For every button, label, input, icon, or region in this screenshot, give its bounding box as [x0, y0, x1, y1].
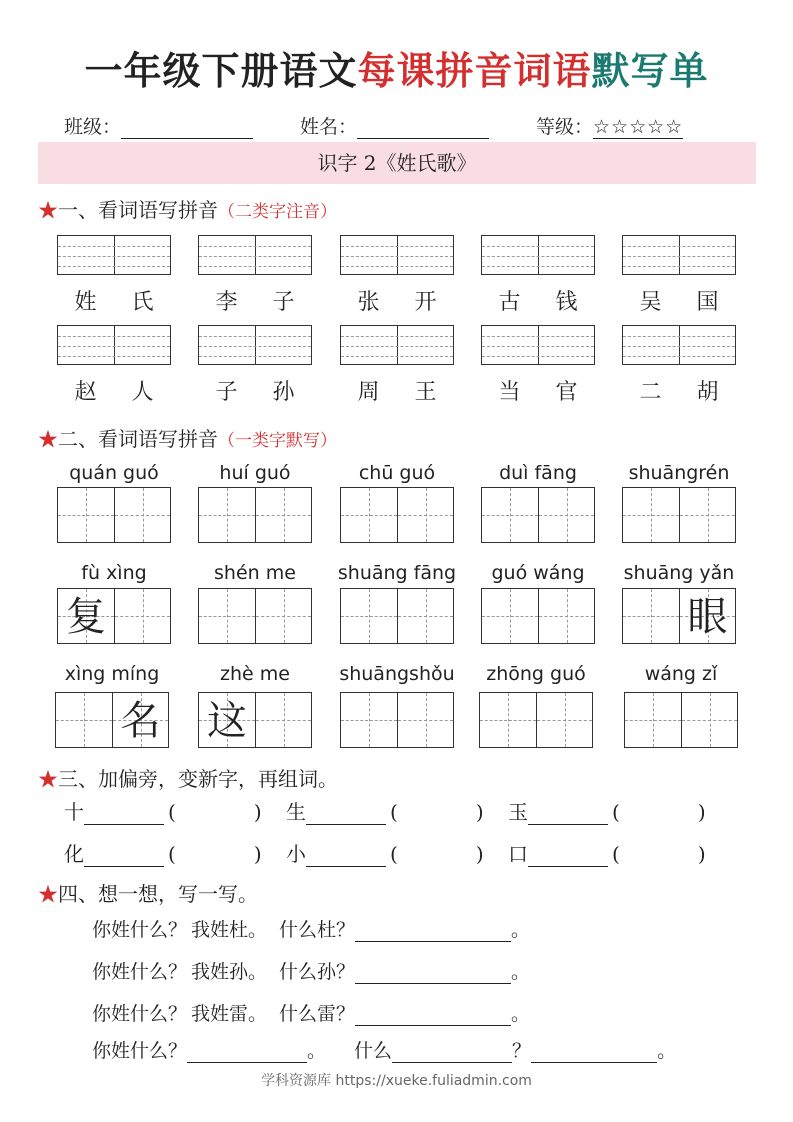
pinyin-box[interactable]: [198, 235, 312, 275]
tianzige-grid[interactable]: [198, 588, 312, 644]
lesson-banner: 识字 2《姓氏歌》: [38, 142, 756, 184]
given-character: 这: [207, 698, 247, 744]
tianzige-grid[interactable]: [340, 588, 454, 644]
pinyin-box[interactable]: [481, 235, 595, 275]
period: 。: [657, 1040, 677, 1062]
pinyin-guide-line: [623, 246, 735, 247]
pinyin-label: quán guó: [69, 462, 159, 484]
pinyin-box[interactable]: [340, 325, 454, 365]
section3-title: 三、加偏旁，变新字，再组词。: [58, 767, 338, 791]
tianzige-cell[interactable]: [114, 488, 170, 542]
answer-blank[interactable]: [355, 1005, 511, 1026]
page-title: [0, 40, 793, 95]
pinyin-box-divider: [538, 326, 539, 364]
tianzige-cell[interactable]: [538, 488, 594, 542]
pinyin-guide-line: [341, 246, 453, 247]
pinyin-guide-line: [199, 266, 311, 267]
pinyin-guide-line: [58, 346, 170, 347]
tianzige-grid[interactable]: [57, 487, 171, 543]
new-character-blank[interactable]: [84, 846, 164, 867]
word-characters: [340, 285, 454, 316]
word-characters: [481, 375, 595, 406]
paren-left: (: [612, 842, 620, 866]
word-character: 赵: [74, 380, 97, 405]
base-character: 玉: [508, 800, 528, 824]
paren-right: ): [253, 800, 262, 824]
tianzige-grid[interactable]: [481, 487, 595, 543]
word-character: 古: [498, 290, 521, 315]
pinyin-box-divider: [114, 236, 115, 274]
word-characters: [340, 375, 454, 406]
paren-right: ): [475, 800, 484, 824]
class-label: 班级：: [64, 116, 122, 138]
pinyin-guide-line: [623, 266, 735, 267]
given-character: 眼: [687, 594, 728, 640]
dialogue-line: [92, 957, 530, 984]
pinyin-guide-line: [341, 336, 453, 337]
pinyin-guide-line: [482, 336, 594, 337]
given-character: 名: [120, 698, 161, 744]
question-text: 你姓什么？: [92, 961, 188, 983]
question-text: 你姓什么？: [92, 919, 188, 941]
section2-title: 二、看词语写拼音: [58, 427, 218, 451]
pinyin-guide-line: [623, 336, 735, 337]
tianzige-cell[interactable]: [482, 488, 538, 542]
tianzige-grid[interactable]: [481, 588, 595, 644]
tianzige-cell[interactable]: [58, 488, 114, 542]
pinyin-label: zhè me: [220, 663, 290, 685]
pinyin-guide-line: [482, 346, 594, 347]
followup-text: 什么: [354, 1040, 393, 1062]
tianzige-cell[interactable]: [625, 693, 681, 747]
radical-item: [64, 838, 262, 867]
pinyin-box[interactable]: [57, 325, 171, 365]
word-character: 姓: [74, 290, 97, 315]
pinyin-guide-line: [482, 266, 594, 267]
tianzige-cell[interactable]: [341, 589, 397, 643]
pinyin-box[interactable]: [622, 325, 736, 365]
new-character-blank[interactable]: [528, 804, 608, 825]
tianzige-grid[interactable]: [622, 588, 736, 644]
word-character: 吴: [639, 290, 662, 315]
pinyin-label: shuāngrén: [628, 462, 730, 484]
pinyin-guide-line: [341, 356, 453, 357]
star-icon: ★: [38, 198, 58, 222]
tianzige-cell[interactable]: [56, 693, 112, 747]
pinyin-guide-line: [341, 266, 453, 267]
pinyin-guide-line: [199, 246, 311, 247]
word-characters: [57, 285, 171, 316]
word-character: 孙: [272, 380, 295, 405]
tianzige-cell[interactable]: [538, 589, 594, 643]
base-character: 生: [286, 800, 306, 824]
word-character: 子: [272, 290, 295, 315]
section4-heading: [38, 878, 258, 907]
word-character: 周: [357, 380, 380, 405]
grade-label: 等级：: [536, 116, 594, 138]
question-mark: ？: [512, 1040, 532, 1062]
tianzige-cell[interactable]: [536, 693, 592, 747]
tianzige-grid[interactable]: [57, 588, 171, 644]
pinyin-guide-line: [58, 256, 170, 257]
pinyin-guide-line: [482, 246, 594, 247]
word-character: 官: [555, 380, 578, 405]
radical-item: [508, 796, 706, 825]
section1-note: （二类字注音）: [218, 202, 337, 222]
pinyin-guide-line: [482, 256, 594, 257]
tianzige-cell[interactable]: [255, 488, 311, 542]
word-characters: [622, 285, 736, 316]
word-characters: [622, 375, 736, 406]
base-character: 化: [64, 842, 84, 866]
paren-left: (: [390, 800, 398, 824]
pinyin-box[interactable]: [198, 325, 312, 365]
pinyin-guide-line: [623, 346, 735, 347]
title-part1: 一年级下册语文: [84, 49, 358, 93]
name-field: [300, 112, 489, 139]
pinyin-guide-line: [58, 266, 170, 267]
word-character: 王: [414, 380, 437, 405]
pinyin-box-divider: [679, 326, 680, 364]
tianzige-grid[interactable]: [198, 692, 312, 748]
section3-heading: [38, 763, 338, 792]
pinyin-guide-line: [58, 246, 170, 247]
tianzige-grid[interactable]: [340, 692, 454, 748]
paren-left: (: [390, 842, 398, 866]
pinyin-box[interactable]: [622, 235, 736, 275]
pinyin-guide-line: [341, 346, 453, 347]
pinyin-box-divider: [114, 326, 115, 364]
star-icon: ★: [38, 882, 58, 906]
radical-item: [286, 838, 484, 867]
pinyin-box[interactable]: [340, 235, 454, 275]
word-character: 氏: [131, 290, 154, 315]
word-characters: [481, 285, 595, 316]
tianzige-cell[interactable]: [397, 693, 453, 747]
tianzige-cell[interactable]: [199, 693, 255, 747]
pinyin-label: chū guó: [358, 462, 436, 484]
tianzige-cell[interactable]: [255, 589, 311, 643]
period: 。: [511, 1003, 531, 1025]
answer-text: 我姓孙。: [191, 961, 268, 983]
tianzige-cell[interactable]: [199, 488, 255, 542]
pinyin-label: duì fāng: [499, 462, 577, 484]
word-characters: [198, 375, 312, 406]
tianzige-grid[interactable]: [340, 487, 454, 543]
name-blank[interactable]: [357, 118, 489, 139]
followup-text: 什么孙？: [279, 961, 356, 983]
word-character: 李: [215, 290, 238, 315]
word-character: 人: [131, 380, 154, 405]
tianzige-grid[interactable]: [479, 692, 593, 748]
new-character-blank[interactable]: [84, 804, 164, 825]
pinyin-guide-line: [199, 256, 311, 257]
pinyin-guide-line: [623, 256, 735, 257]
tianzige-cell[interactable]: [114, 589, 170, 643]
pinyin-label: huí guó: [219, 462, 291, 484]
dialogue-line: [92, 999, 530, 1026]
pinyin-label: zhōng guó: [486, 663, 586, 685]
paren-right: ): [475, 842, 484, 866]
word-character: 二: [639, 380, 662, 405]
word-characters: [57, 375, 171, 406]
answer-blank[interactable]: [355, 921, 511, 942]
pinyin-box-divider: [397, 326, 398, 364]
paren-right: ): [253, 842, 262, 866]
title-part2: 每课拼音词语: [357, 49, 592, 93]
class-blank[interactable]: [121, 118, 253, 139]
section1-heading: [38, 194, 337, 223]
followup-text: 什么杜？: [279, 919, 356, 941]
tianzige-grid[interactable]: [624, 692, 738, 748]
word-character: 国: [696, 290, 719, 315]
pinyin-box-divider: [679, 236, 680, 274]
radical-item: [286, 796, 484, 825]
radical-item: [508, 838, 706, 867]
pinyin-label: shuāng fāng: [337, 562, 457, 584]
question-text: 你姓什么？: [92, 1003, 188, 1025]
tianzige-cell[interactable]: [341, 488, 397, 542]
pinyin-box-divider: [255, 326, 256, 364]
answer-blank[interactable]: [531, 1042, 657, 1063]
base-character: 小: [286, 842, 306, 866]
pinyin-guide-line: [341, 256, 453, 257]
tianzige-cell[interactable]: [480, 693, 536, 747]
pinyin-box-divider: [538, 236, 539, 274]
given-character: 复: [66, 594, 106, 640]
pinyin-label: xìng míng: [64, 663, 160, 685]
tianzige-cell[interactable]: [199, 589, 255, 643]
paren-left: (: [168, 842, 176, 866]
tianzige-cell[interactable]: [681, 693, 737, 747]
pinyin-guide-line: [623, 356, 735, 357]
new-character-blank[interactable]: [528, 846, 608, 867]
tianzige-cell[interactable]: [58, 589, 114, 643]
tianzige-cell[interactable]: [397, 589, 453, 643]
base-character: 口: [508, 842, 528, 866]
answer-blank[interactable]: [392, 1042, 512, 1063]
pinyin-guide-line: [482, 356, 594, 357]
section2-heading: [38, 423, 337, 452]
pinyin-guide-line: [58, 356, 170, 357]
star-icon: ★: [38, 767, 58, 791]
footer-source: 学科资源库 https://xueke.fuliadmin.com: [261, 1073, 532, 1089]
tianzige-cell[interactable]: [623, 589, 679, 643]
pinyin-guide-line: [58, 336, 170, 337]
period: 。: [511, 919, 531, 941]
section1-title: 一、看词语写拼音: [58, 198, 218, 222]
followup-text: 什么雷？: [279, 1003, 356, 1025]
section2-note: （一类字默写）: [218, 431, 337, 451]
tianzige-grid[interactable]: [198, 487, 312, 543]
pinyin-guide-line: [199, 346, 311, 347]
period: 。: [511, 961, 531, 983]
pinyin-box[interactable]: [481, 325, 595, 365]
tianzige-grid[interactable]: [622, 487, 736, 543]
tianzige-cell[interactable]: [679, 488, 735, 542]
radical-item: [64, 796, 262, 825]
tianzige-cell[interactable]: [623, 488, 679, 542]
tianzige-cell[interactable]: [255, 693, 311, 747]
answer-blank[interactable]: [355, 963, 511, 984]
answer-text: 我姓雷。: [191, 1003, 268, 1025]
word-character: 张: [357, 290, 380, 315]
tianzige-cell[interactable]: [482, 589, 538, 643]
answer-text: 我姓杜。: [191, 919, 268, 941]
paren-left: (: [612, 800, 620, 824]
pinyin-label: shuāng yǎn: [623, 562, 735, 584]
paren-right: ): [697, 842, 706, 866]
pinyin-label: guó wáng: [491, 562, 585, 584]
word-character: 子: [215, 380, 238, 405]
word-characters: [198, 285, 312, 316]
grade-field: [536, 112, 683, 139]
question-text: 你姓什么？: [92, 1040, 188, 1062]
base-character: 十: [64, 800, 84, 824]
class-field: [64, 112, 253, 139]
pinyin-box[interactable]: [57, 235, 171, 275]
word-character: 当: [498, 380, 521, 405]
title-part3: 默写单: [591, 49, 709, 93]
grade-stars[interactable]: ☆☆☆☆☆: [593, 116, 684, 138]
pinyin-label: fù xìng: [81, 562, 147, 584]
word-character: 胡: [696, 380, 719, 405]
star-icon: ★: [38, 427, 58, 451]
paren-left: (: [168, 800, 176, 824]
pinyin-label: shén me: [214, 562, 296, 584]
word-character: 钱: [555, 290, 578, 315]
pinyin-guide-line: [199, 336, 311, 337]
answer-blank[interactable]: [187, 1042, 307, 1063]
tianzige-cell[interactable]: [397, 488, 453, 542]
period: 。: [307, 1040, 327, 1062]
new-character-blank[interactable]: [306, 846, 386, 867]
word-character: 开: [414, 290, 437, 315]
paren-right: ): [697, 800, 706, 824]
tianzige-cell[interactable]: [679, 589, 735, 643]
tianzige-cell[interactable]: [112, 693, 168, 747]
pinyin-box-divider: [397, 236, 398, 274]
dialogue-line: [92, 915, 530, 942]
dialogue-line-last: [92, 1036, 676, 1063]
section4-title: 四、想一想，写一写。: [58, 882, 258, 906]
pinyin-guide-line: [199, 356, 311, 357]
pinyin-label: wáng zǐ: [644, 663, 718, 685]
new-character-blank[interactable]: [306, 804, 386, 825]
tianzige-grid[interactable]: [55, 692, 169, 748]
pinyin-label: shuāngshǒu: [339, 663, 455, 685]
tianzige-cell[interactable]: [341, 693, 397, 747]
pinyin-box-divider: [255, 236, 256, 274]
name-label: 姓名：: [300, 116, 358, 138]
